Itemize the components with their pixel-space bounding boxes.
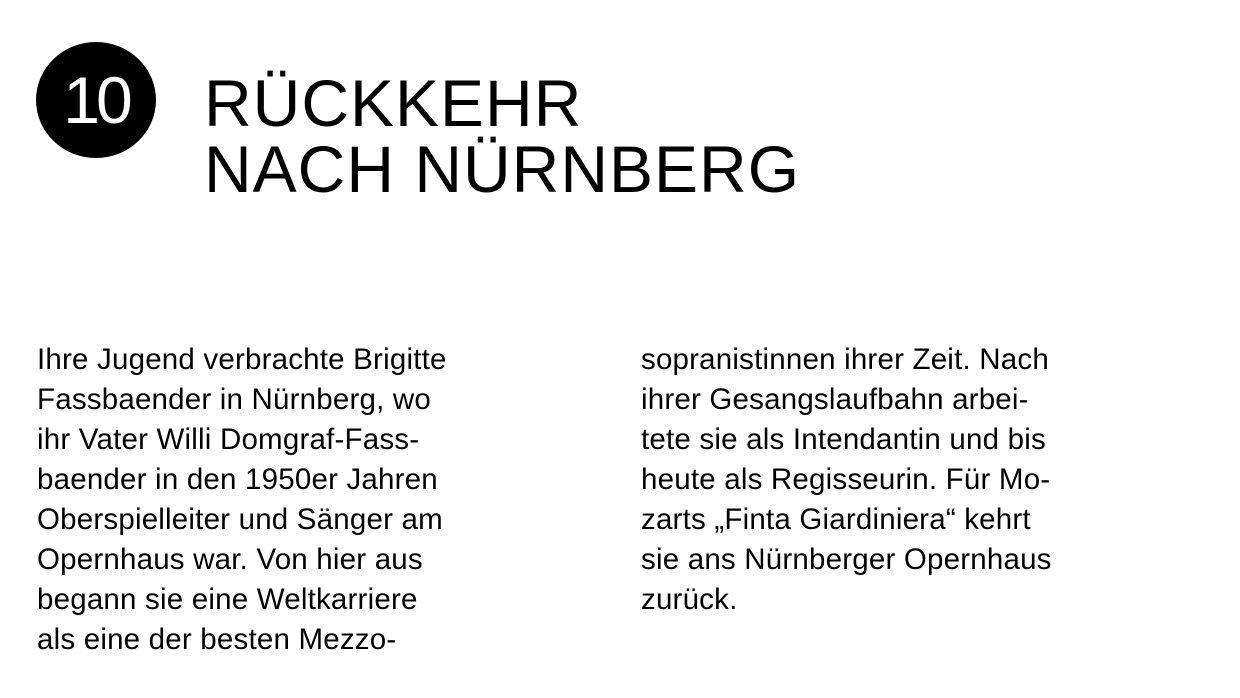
text-line: tete sie als Intendantin und bis: [641, 423, 1046, 456]
text-line: zarts „Finta Giardiniera“ kehrt: [641, 503, 1031, 536]
text-line: zurück.: [641, 583, 738, 616]
text-line: sopranistinnen ihrer Zeit. Nach: [641, 343, 1049, 376]
body-text-right-column: [641, 340, 1052, 620]
text-line: als eine der besten Mezzo-: [37, 623, 397, 656]
text-line: Ihre Jugend verbrachte Brigitte: [37, 343, 447, 376]
text-line: begann sie eine Weltkarriere: [37, 583, 418, 616]
page-title: [204, 66, 801, 206]
section-number-badge: [36, 42, 156, 158]
text-line: sie ans Nürnberger Opernhaus: [641, 543, 1052, 576]
text-line: Fassbaender in Nürnberg, wo: [37, 383, 432, 416]
text-line: Opernhaus war. Von hier aus: [37, 543, 423, 576]
title-line-1: RÜCKKEHR: [204, 66, 583, 140]
text-line: baender in den 1950er Jahren: [37, 463, 438, 496]
body-text-left-column: [37, 340, 447, 660]
text-line: ihr Vater Willi Domgraf-Fass-: [37, 423, 420, 456]
text-line: Oberspielleiter und Sänger am: [37, 503, 443, 536]
title-line-2: NACH NÜRNBERG: [204, 132, 801, 206]
text-line: heute als Regisseurin. Für Mo-: [641, 463, 1051, 496]
text-line: ihrer Gesangslaufbahn arbei-: [641, 383, 1029, 416]
section-number: 10: [63, 63, 129, 137]
